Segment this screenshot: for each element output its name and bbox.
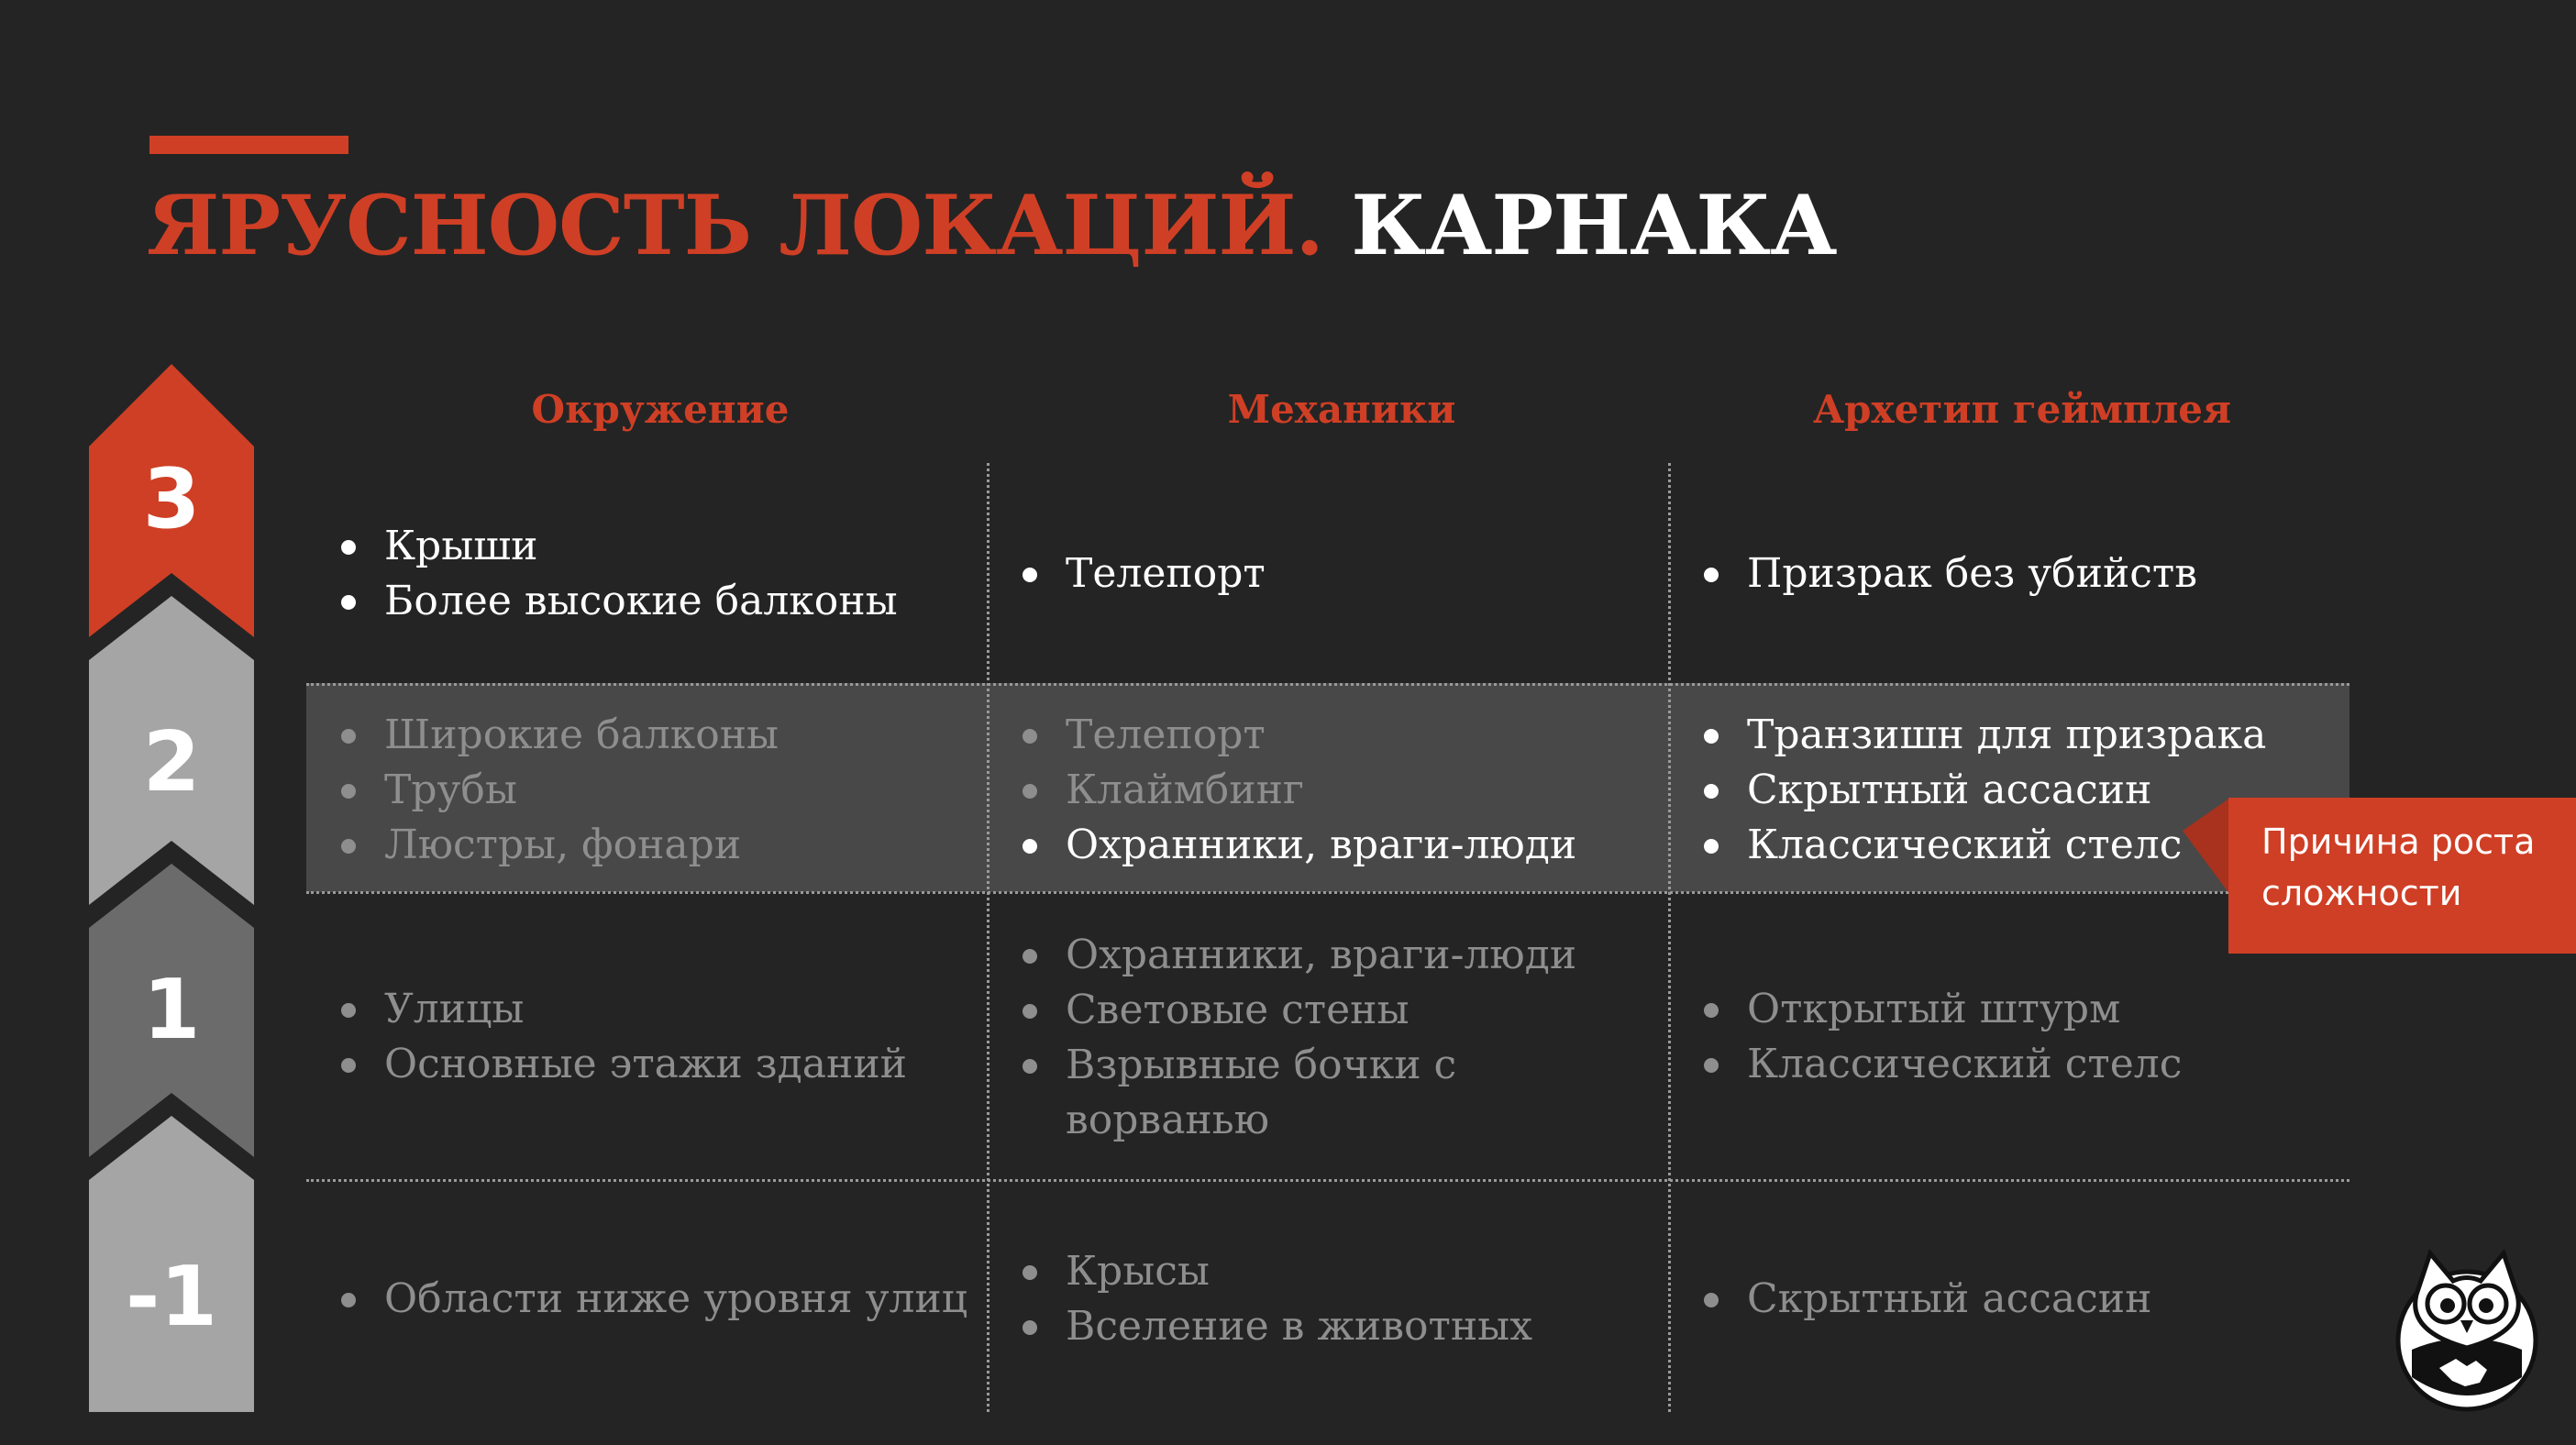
list-item: Области ниже уровня улиц <box>337 1272 978 1327</box>
title-red: ЯРУСНОСТЬ ЛОКАЦИЙ. <box>147 177 1323 274</box>
list-item: Классический стелс <box>1699 1037 2341 1092</box>
list-item: Призрак без убийств <box>1699 546 2341 601</box>
cell-tier1-environment <box>337 982 978 1092</box>
owl-globe-icon <box>2389 1240 2545 1414</box>
list-item: Световые стены <box>1018 983 1660 1038</box>
cell-tier3-archetype <box>1699 546 2341 601</box>
cell-tier2-environment <box>337 708 978 873</box>
list-item: Транзишн для призрака <box>1699 708 2341 763</box>
cell-tierminus1-mechanics <box>1018 1244 1660 1354</box>
list-item: Клаймбинг <box>1018 763 1660 818</box>
cell-tier2-mechanics <box>1018 708 1660 873</box>
list-item: Скрытный ассасин <box>1699 1272 2341 1327</box>
list-item: Взрывные бочки с <box>1018 1038 1660 1093</box>
tier-arrows <box>0 0 275 1445</box>
list-item: Классический стелс <box>1699 818 2341 873</box>
cell-tier3-mechanics <box>1018 546 1660 601</box>
list-item: Телепорт <box>1018 546 1660 601</box>
list-item: Открытый штурм <box>1699 982 2341 1037</box>
list-item: Основные этажи зданий <box>337 1037 978 1092</box>
cell-tierminus1-environment <box>337 1272 978 1327</box>
list-item: Вселение в животных <box>1018 1299 1660 1354</box>
list-item: Телепорт <box>1018 708 1660 763</box>
list-item: Скрытный ассасин <box>1699 763 2341 818</box>
tier-label-3: 3 <box>142 451 201 547</box>
list-item: Крысы <box>1018 1244 1660 1299</box>
divider-col-1 <box>987 463 989 1412</box>
list-item: Широкие балконы <box>337 708 978 763</box>
tier-label-2: 2 <box>142 714 201 811</box>
list-item: Более высокие балконы <box>337 574 978 629</box>
divider-col-2 <box>1668 463 1671 1412</box>
list-item: Охранники, враги-люди <box>1018 928 1660 983</box>
column-header-environment: Окружение <box>531 387 790 432</box>
callout-pointer <box>2183 798 2230 895</box>
callout-box <box>2228 798 2576 954</box>
tier-label-minus1: -1 <box>126 1249 217 1345</box>
list-item: Крыши <box>337 519 978 574</box>
slide-title <box>147 179 1837 274</box>
column-header-mechanics: Механики <box>1227 387 1456 432</box>
list-item: Трубы <box>337 763 978 818</box>
cell-tierminus1-archetype <box>1699 1272 2341 1327</box>
callout-text: Причина роста сложности <box>2261 822 2536 913</box>
list-item: Люстры, фонари <box>337 818 978 873</box>
column-header-archetype: Архетип геймплея <box>1812 387 2232 432</box>
cell-tier1-mechanics <box>1018 928 1660 1148</box>
list-item: Охранники, враги-люди <box>1018 818 1660 873</box>
divider-row-1-bottom <box>306 1179 2349 1182</box>
divider-row-2-top <box>306 683 2349 686</box>
cell-tier3-environment <box>337 519 978 629</box>
divider-row-2-bottom <box>306 891 2349 894</box>
title-white: КАРНАКА <box>1351 177 1837 274</box>
tier-label-1: 1 <box>142 962 201 1058</box>
cell-tier1-archetype <box>1699 982 2341 1092</box>
list-item-continuation: ворванью <box>1066 1097 1270 1143</box>
list-item: Улицы <box>337 982 978 1037</box>
